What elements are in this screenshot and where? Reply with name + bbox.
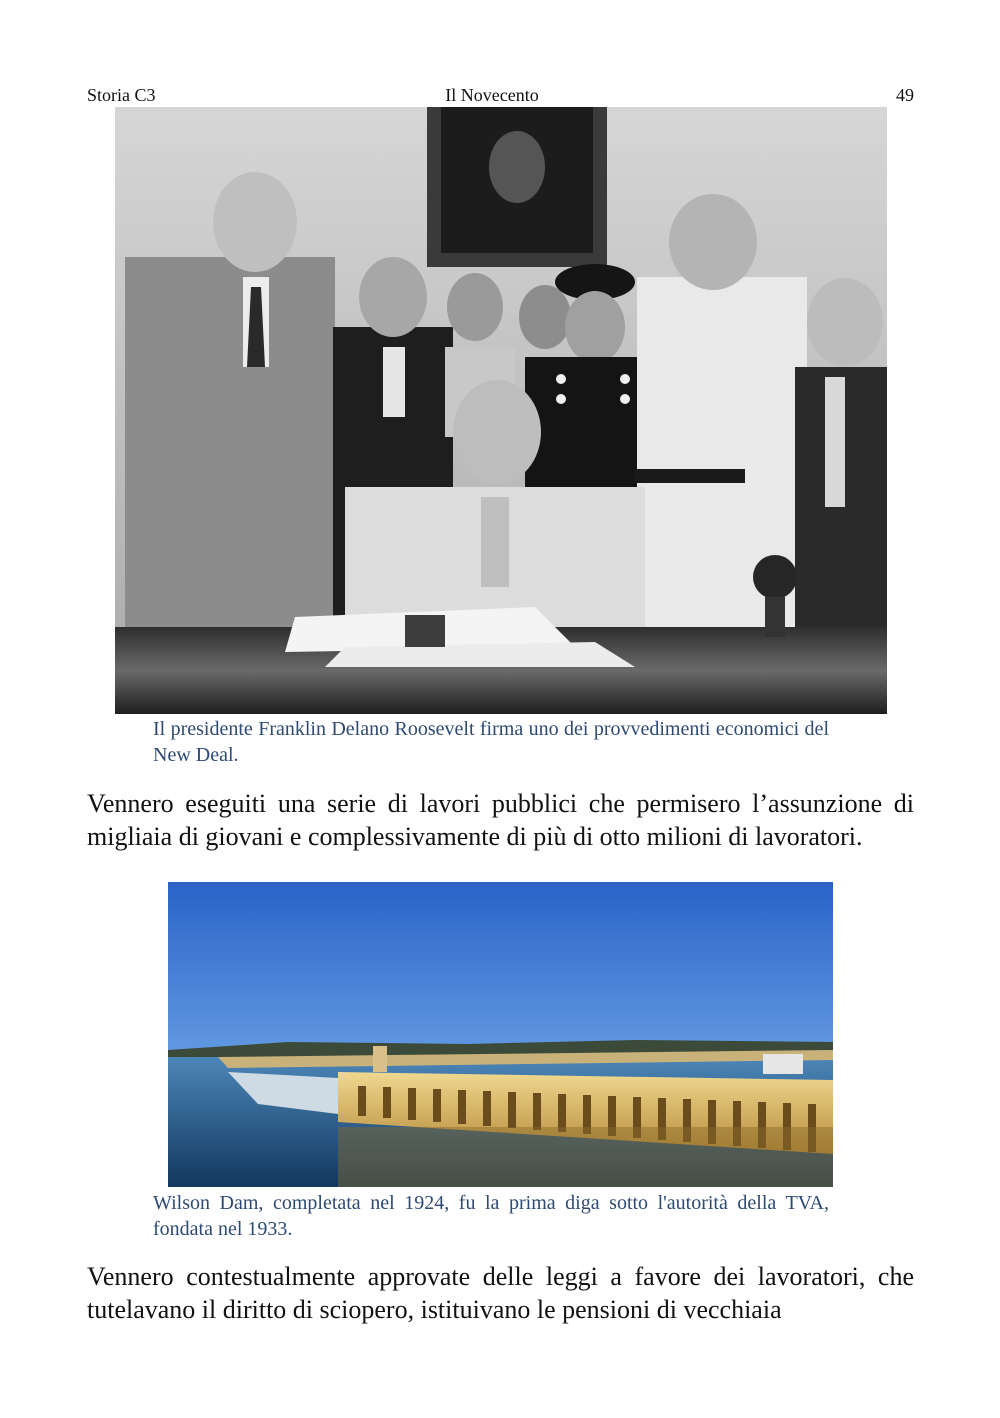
wilson-dam-photo [168,882,833,1187]
photo1-caption: Il presidente Franklin Delano Roosevelt firma uno dei provvedimenti economici del New Deal. [153,718,829,766]
body-paragraph-2: Vennero contestualmente approvate delle leggi a favore dei lavoratori, che tutelavano il diritto di sciopero, istituivano le pensioni di vecchiaia [87,1262,914,1324]
body-paragraph-1: Vennero eseguiti una serie di lavori pubblici che permisero l’assunzione di migliaia di giovani e complessivamente di più di otto milioni di lavoratori. [87,789,914,851]
header-book-title: Il Novecento [445,85,539,105]
roosevelt-signing-photo [115,107,887,714]
page-header [87,84,914,106]
header-course-title: Storia C3 [87,85,156,105]
photo2-caption: Wilson Dam, completata nel 1924, fu la prima diga sotto l'autorità della TVA, fondata nel 1933. [153,1192,829,1240]
page-number: 49 [896,85,914,105]
